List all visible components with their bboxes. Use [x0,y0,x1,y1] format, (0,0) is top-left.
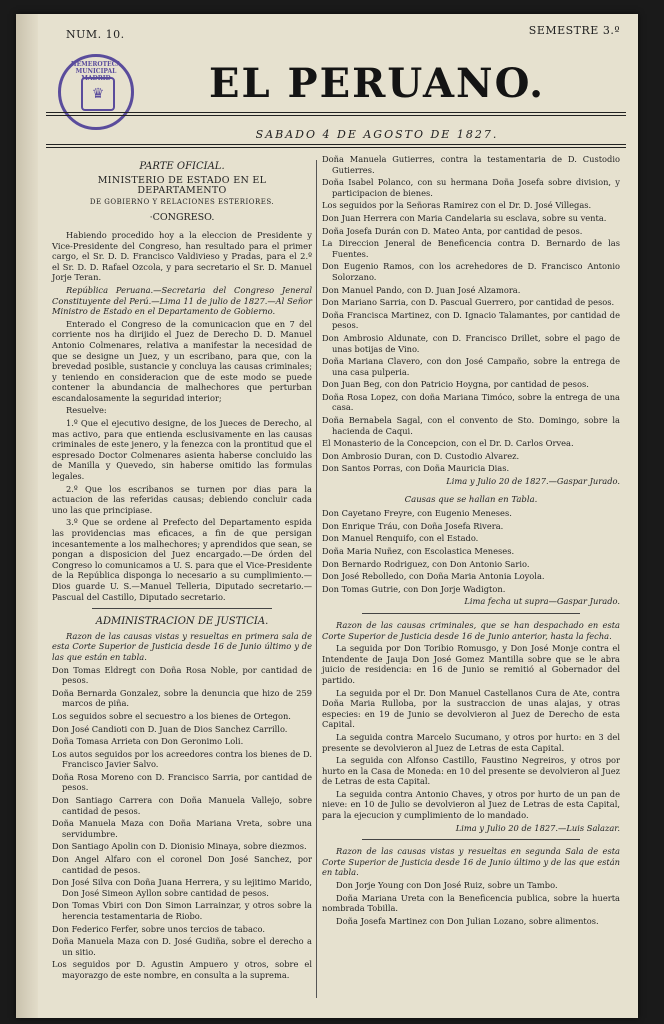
tabla-entry: Don Enrique Tráu, con Doña Josefa Rivera. [322,520,504,531]
cause-entry: Doña Tomasa Arrieta con Don Geronimo Loli. [52,736,244,747]
cause-entry: Doña Rosa Lopez, con doña Mariana Timóco, sobre la entrega de una casa. [322,391,620,413]
signature-date-1: Lima y Julio 20 de 1827.—Gaspar Jurado. [446,476,620,487]
resolution-3: 3.º Que se ordene al Prefecto del Departamento espida las providencias mas eficaces, a fin de que persigan incesantemente a los malhechores; y aprendidos que sean, se pongan a disposicion del Juez encargado.—De órden del Congreso lo comunicamos a U. S. para que el Vice-Presidente de la República disponga lo necesario a su cumplimiento.—Dios guarde U. S.—Manuel Telleria, Diputado secretario.—Pascual del Castillo, Diputado secretario. [52,517,312,602]
stamp-text: HEMEROTECA MUNICIPAL MADRID [70,61,122,82]
cause-entry: Doña Francisca Martinez, con D. Ignacio Talamantes, por cantidad de pesos. [322,309,620,331]
cause-entry: Don Ambrosio Duran, con D. Custodio Alvarez. [322,450,520,461]
razon-segunda-sala: Razon de las causas vistas y resueltas en segunda Sala de esta Corte Superior de Justicia desde 16 de Junio último y de las que están en tabla. [322,846,620,878]
tabla-entry: Don Tomas Gutrie, con Don Jorje Wadigton. [322,583,506,594]
cause-entry: Don Eugenio Ramos, con los acrehedores de D. Francisco Antonio Solorzano. [322,261,620,282]
library-stamp [58,54,134,130]
criminal-causes-list [322,643,620,821]
resolution-2: 2.º Que los escribanos se turnen por dias para la actuacion de las referidas causas; debiendo concluir cada uno las que principiase. [52,483,312,515]
masthead-rule-bottom-2 [46,147,626,148]
causes-list-left [52,665,312,981]
cause-entry: Doña Manuela Maza con Doña Mariana Vreta, sobre una servidumbre. [52,818,312,839]
cause-entry: Los seguidos por D. Agustin Ampuero y otros, sobre el mayorazgo de este nombre, en consulta a la suprema. [52,959,312,980]
criminal-entry: La seguida por Don Toribio Romusgo, y Don José Monje contra el Intendente de Jauja Don José Gomez Mantilla sobre que se le abra juicio de residencia: en 16 de Junio se remitió al Gobernador del partido. [322,643,620,685]
cause-entry: Doña Isabel Polanco, con su hermana Doña Josefa sobre division, y participacion de bienes. [322,177,620,198]
criminal-entry: La seguida contra Antonio Chaves, y otros por hurto de un pan de nieve: en 10 de Julio se devolvieron al Juez de Letras de esta Capital, para la ejecucion y cumplimiento de lo mandado. [322,788,620,821]
cause-entry: Don Mariano Sarria, con D. Pascual Guerrero, por cantidad de pesos. [322,297,615,308]
cause-entry: Doña Bernabela Sagal, con el convento de Sto. Domingo, sobre la hacienda de Caqui. [322,415,620,436]
razon-primera-sala: Razon de las causas vistas y resueltas en primera sala de esta Corte Superior de Justicia desde 16 de Junio último y de las que están en tabla. [52,630,312,662]
cause-entry: Don Angel Alfaro con el coronel Don José Sanchez, por cantidad de pesos. [52,854,312,875]
segunda-sala-entry: Doña Mariana Ureta con la Beneficencia publica, sobre la huerta nombrada Tobilla. [322,892,620,914]
newspaper-title: EL PERUANO. [208,60,546,107]
paragraph-enterado: Enterado el Congreso de la comunicacion que en 7 del corriente nos ha dirijido el Juez de Derecho D. D. Manuel Antonio Colmenares, relativa a manifestar la necesidad de que se designe un Juez, y un escribano, para que, con la brevedad posible, sustancie y concluya las causas criminales; y teniendo en consideracion que de este modo se puede contener la abundancia de malhechores que perturban escandalosamente la seguridad interior; [52,318,312,403]
cause-entry: Don José Silva con Doña Juana Herrera, y su lejitimo Marido, Don José Simeon Ayllon sobre cantidad de pesos. [52,877,312,898]
heading-gobierno: DE GOBIERNO Y RELACIONES ESTERIORES. [89,197,275,206]
tabla-entry: Don José Rebolledo, con Doña Maria Antonia Loyola. [322,571,545,582]
cause-entry: Don Tomas Eldregt con Doña Rosa Noble, por cantidad de pesos. [52,664,312,686]
issue-date: SABADO 4 DE AGOSTO DE 1827. [255,128,499,141]
criminal-entry: La seguida contra Marcelo Sucumano, y otros por hurto: en 3 del presente se devolvieron al Juez de Letras de esta Capital. [322,731,620,753]
section-separator-2 [362,613,580,614]
cause-entry: Don Santiago Apolin con D. Dionisio Minaya, sobre diezmos. [52,841,307,852]
signature-date-3: Lima y Julio 20 de 1827.—Luis Salazar. [455,822,620,833]
resuelve-label: Resuelve: [66,405,107,416]
tabla-entry: Don Manuel Renquifo, con el Estado. [322,533,479,544]
razon-criminales: Razon de las causas criminales, que se han despachado en esta Corte Superior de Justicia desde 16 de Junio anterior, hasta la fecha. [322,619,620,641]
cause-entry: Don Federico Ferfer, sobre unos tercios de tabaco. [52,923,266,934]
left-column [52,154,312,983]
segunda-sala-entry: Don Jorje Young con Don José Ruiz, sobre un Tambo. [336,880,558,891]
cause-entry: La Direccion Jeneral de Beneficencia contra D. Bernardo de las Fuentes. [322,238,620,259]
cause-entry: Doña Manuela Maza con D. José Gudiña, sobre el derecho a un sitio. [52,936,312,957]
heading-causas-tabla: Causas que se hallan en Tabla. [404,494,538,505]
page-spine [16,14,38,1018]
cause-entry: Don Santos Porras, con Doña Mauricia Dias. [322,463,510,474]
cause-entry: Los autos seguidos por los acreedores contra los bienes de D. Francisco Javier Salvo. [52,748,312,770]
criminal-entry: La seguida con Alfonso Castillo, Faustino Negreiros, y otros por hurto en la Casa de Moneda: en 10 del presente se devolvieron al Juez de Letras de esta Capital. [322,755,620,787]
cause-entry: Doña Josefa Durán con D. Mateo Anta, por cantidad de pesos. [322,225,583,236]
cause-entry: Don Ambrosio Aldunate, con D. Francisco Drillet, sobre el pago de unas botijas de Vino. [322,332,620,354]
issue-number: NUM. 10. [66,28,125,41]
criminal-entry: La seguida por el Dr. Don Manuel Castellanos Cura de Ate, contra Doña Maria Rulloba, por la sustraccion de unas alajas, y otras especies: en 19 de Junio se devolvieron al Juez de Derecho de esta Capital. [322,687,620,730]
heading-ministerio: MINISTERIO DE ESTADO EN EL DEPARTAMENTO [97,174,267,197]
section-separator [92,608,272,609]
cause-entry: El Monasterio de la Concepcion, con el Dr. D. Carlos Orvea. [322,438,574,449]
causes-tabla-list [322,508,620,594]
cause-entry: Doña Manuela Gutierres, contra la testamentaria de D. Custodio Gutierres. [322,154,620,175]
masthead-rule-top-2 [46,115,626,116]
cause-entry: Doña Rosa Moreno con D. Francisco Sarria, por cantidad de pesos. [52,771,312,793]
crest-icon: ♛ [81,77,115,111]
cause-entry: Don Manuel Pando, con D. Juan José Alzamora. [322,284,521,295]
masthead-rule-bottom [46,144,626,145]
tabla-entry: Don Cayetano Freyre, con Eugenio Meneses. [322,508,512,519]
heading-congreso: ·CONGRESO. [149,212,215,224]
tabla-entry: Don Bernardo Rodriguez, con Don Antonio Sario. [322,558,530,569]
cause-entry: Los seguidos por la Señoras Ramirez con el Dr. D. José Villegas. [322,200,592,211]
masthead-rule-top [46,112,626,113]
cause-entry: Los seguidos sobre el secuestro a los bienes de Ortegon. [52,710,291,721]
signature-date-2: Lima fecha ut supra—Gaspar Jurado. [464,596,620,607]
tabla-entry: Doña Maria Nuñez, con Escolastica Meneses. [322,546,515,556]
semester-label: SEMESTRE 3.º [528,24,620,37]
heading-administracion: ADMINISTRACION DE JUSTICIA. [95,616,269,628]
segunda-sala-entry: Doña Josefa Martinez con Don Julian Lozano, sobre alimentos. [336,915,599,926]
column-divider [316,160,317,998]
cause-entry: Doña Mariana Clavero, con don José Campaño, sobre la entrega de una casa pulperia. [322,356,620,377]
section-separator-3 [362,839,580,840]
newspaper-page [16,14,638,1018]
causes-list-right [322,154,620,474]
segunda-sala-list [322,880,620,926]
paragraph-eleccion: Habiendo procedido hoy a la eleccion de Presidente y Vice-Presidente del Congreso, han resultado para el primer cargo, el Sr. D. D. Francisco Valdivieso y Pradas, para el 2.º el Sr. D. D. Rafael Ozcola, y para secretario el Sr. D. Manuel Jorje Teran. [52,229,312,283]
resolution-1: 1.º Que el ejecutivo designe, de los Jueces de Derecho, al mas activo, para que entienda esclusivamente en las causas criminales de este jenero, y la fenezca con la prontitud que el espresado Doctor Colmenares asienta haberse concluido las de Manilla y Quevedo, sin haberse omitido las formulas legales. [52,418,312,482]
right-column [322,154,620,928]
cause-entry: Don Tomas Vbiri con Don Simon Larrainzar, y otros sobre la herencia testamentaria de Riobo. [52,900,312,921]
heading-parte-oficial: PARTE OFICIAL. [139,161,225,172]
cause-entry: Don Juan Herrera con Maria Candelaria su esclava, sobre su venta. [322,212,607,223]
cause-entry: Doña Bernarda Gonzalez, sobre la denuncia que hizo de 259 marcos de piña. [52,687,312,709]
paragraph-republica: República Peruana.—Secretaria del Congreso Jeneral Constituyente del Perú.—Lima 11 de julio de 1827.—Al Señor Ministro de Estado en el Departamento de Gobierno. [52,284,312,317]
cause-entry: Don Juan Beg, con don Patricio Hoygna, por cantidad de pesos. [322,379,589,390]
cause-entry: Don José Candioti con D. Juan de Dios Sanchez Carrillo. [52,723,288,734]
cause-entry: Don Santiago Carrera con Doña Manuela Vallejo, sobre cantidad de pesos. [52,795,312,816]
